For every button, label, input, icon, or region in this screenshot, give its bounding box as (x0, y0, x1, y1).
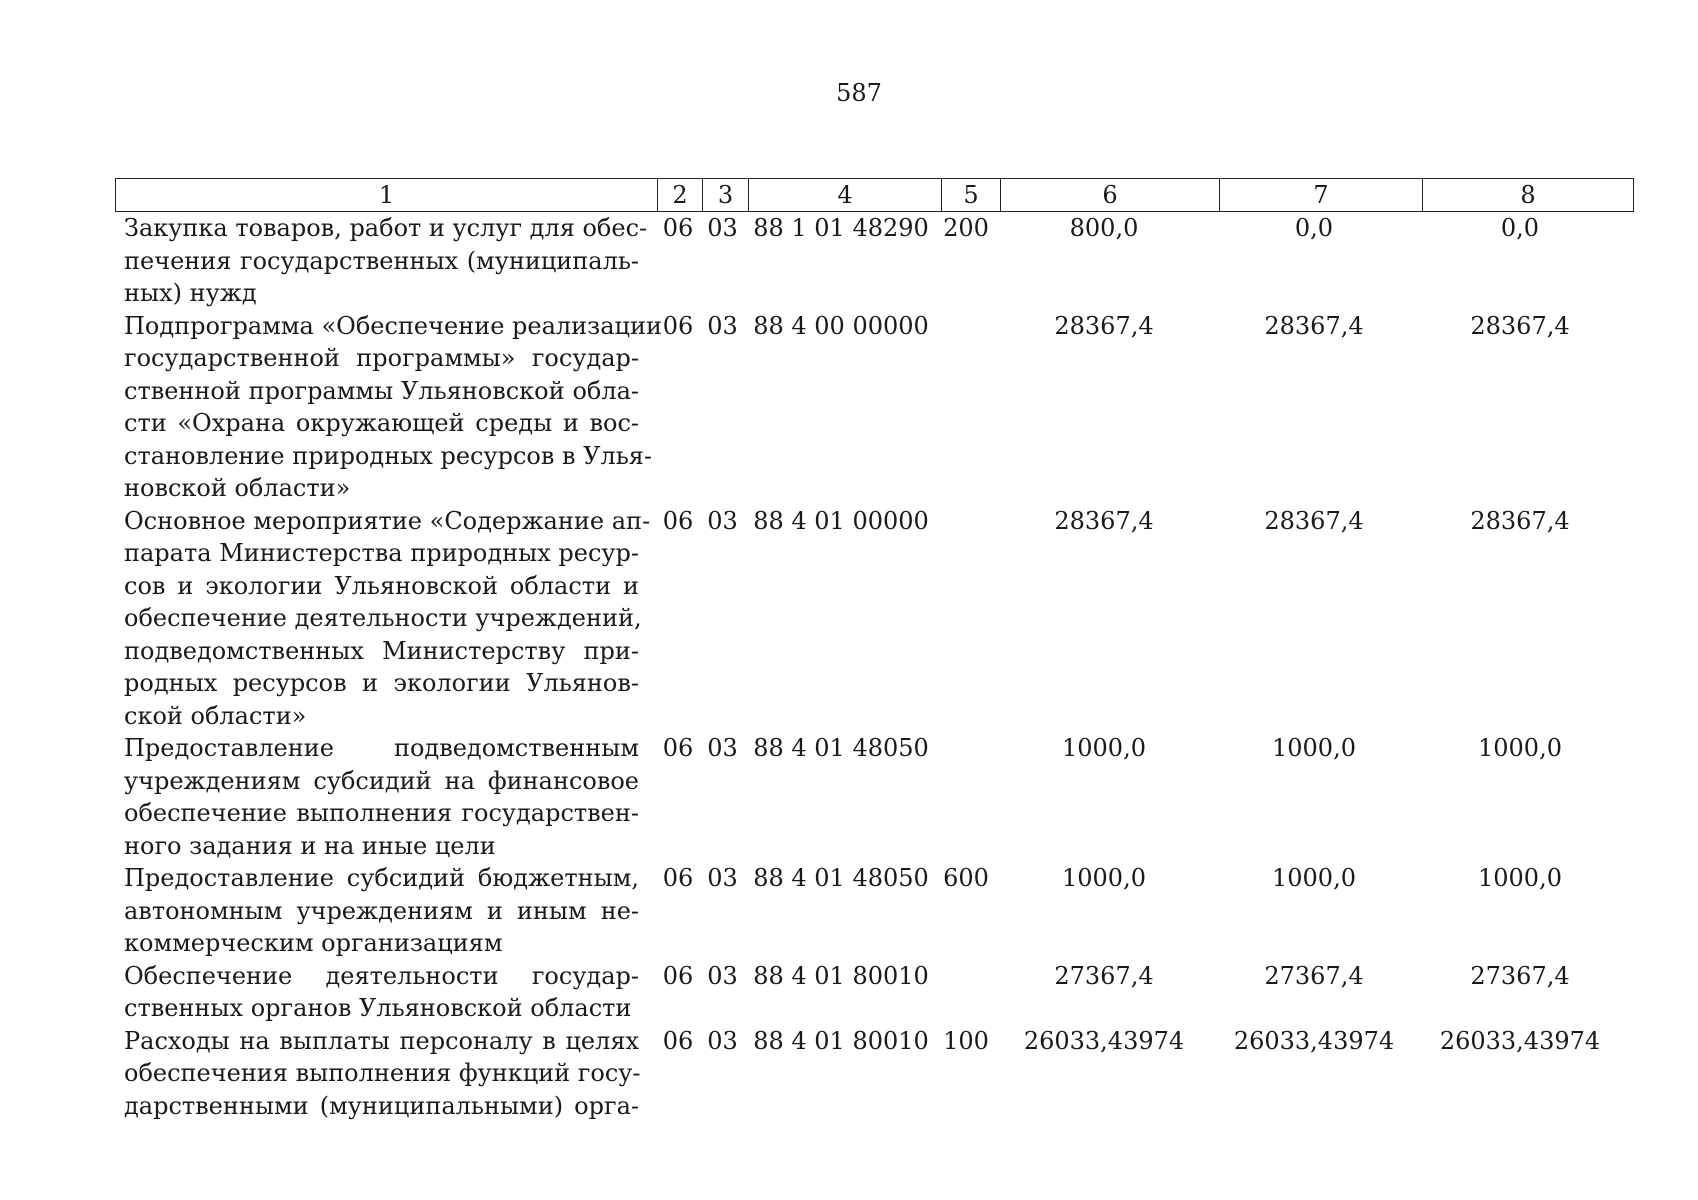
description-line: Расходы на выплаты персоналу в целях (124, 1026, 639, 1055)
table-row (115, 1025, 1615, 1123)
target-article-code: 88 4 01 80010 (753, 961, 929, 990)
section-code: 06 (662, 734, 694, 762)
column-header-3: 3 (703, 179, 749, 212)
target-article-code: 88 4 00 00000 (753, 311, 929, 340)
row-description (115, 960, 639, 1025)
subsection-code: 03 (707, 864, 738, 892)
column-header-4: 4 (749, 179, 942, 212)
description-line: ственных органов Ульяновской области (124, 994, 632, 1022)
column-header-6: 6 (1001, 179, 1220, 212)
subsection-code: 03 (707, 1026, 738, 1055)
amount-col-7: 26033,43974 (1233, 1026, 1395, 1055)
column-header-7: 7 (1220, 179, 1423, 212)
description-line: становление природных ресурсов в Улья- (124, 441, 653, 470)
amount-col-6: 28367,4 (1054, 311, 1154, 340)
description-line: печения государственных (муниципаль- (124, 246, 639, 275)
row-description (115, 212, 648, 310)
description-line: парата Министерства природных ресур- (124, 539, 640, 567)
amount-col-7: 28367,4 (1264, 506, 1364, 535)
column-header-5: 5 (942, 179, 1001, 212)
subsection-code: 03 (707, 961, 738, 990)
table-row (115, 505, 1615, 733)
section-code: 06 (662, 864, 694, 892)
description-line: родных ресурсов и экологии Ульянов- (124, 669, 639, 697)
description-line: автономным учреждениям и иным не- (124, 896, 639, 925)
amount-col-7: 0,0 (1294, 214, 1334, 242)
expense-type-code: 100 (943, 1026, 989, 1055)
description-line: сов и экологии Ульяновской области и (124, 571, 639, 600)
amount-col-8: 26033,43974 (1439, 1026, 1601, 1055)
row-description (115, 732, 639, 862)
target-article-code: 88 4 01 48050 (753, 864, 929, 892)
description-line: государственной программы» государ- (124, 344, 639, 372)
expense-type-code: 200 (943, 214, 989, 242)
subsection-code: 03 (707, 506, 738, 535)
description-line: Обеспечение деятельности государ- (124, 961, 639, 990)
row-description (115, 862, 639, 960)
amount-col-7: 27367,4 (1264, 961, 1364, 990)
column-header-row (116, 179, 1634, 212)
description-line: ской области» (124, 701, 307, 730)
row-description (115, 310, 662, 505)
amount-col-6: 26033,43974 (1023, 1026, 1185, 1055)
amount-col-6: 1000,0 (1062, 734, 1146, 762)
description-line: новской области» (124, 474, 351, 502)
table-row (115, 862, 1615, 960)
table-row (115, 310, 1615, 505)
amount-col-8: 28367,4 (1470, 311, 1570, 340)
column-header-2: 2 (658, 179, 703, 212)
amount-col-8: 1000,0 (1478, 864, 1562, 892)
subsection-code: 03 (707, 214, 738, 242)
column-header-table (115, 178, 1634, 212)
amount-col-6: 800,0 (1069, 214, 1139, 242)
target-article-code: 88 4 01 48050 (753, 734, 929, 762)
target-article-code: 88 4 01 80010 (753, 1026, 929, 1055)
description-line: подведомственных Министерству при- (124, 636, 639, 665)
amount-col-8: 28367,4 (1470, 506, 1570, 535)
description-line: обеспечение выполнения государствен- (124, 799, 639, 827)
description-line: обеспечение деятельности учреждений, (124, 604, 642, 632)
amount-col-6: 1000,0 (1062, 864, 1146, 892)
amount-col-6: 28367,4 (1054, 506, 1154, 535)
target-article-code: 88 4 01 00000 (753, 506, 929, 535)
section-code: 06 (662, 961, 694, 990)
amount-col-8: 0,0 (1500, 214, 1540, 242)
row-description (115, 1025, 639, 1123)
amount-col-8: 27367,4 (1470, 961, 1570, 990)
description-line: Подпрограмма «Обеспечение реализации (124, 311, 662, 340)
table-row (115, 732, 1615, 862)
description-line: Предоставление подведомственным (124, 734, 639, 762)
page-number: 587 (836, 79, 882, 107)
section-code: 06 (662, 1026, 694, 1055)
amount-col-7: 1000,0 (1272, 864, 1356, 892)
column-header-8: 8 (1423, 179, 1634, 212)
amount-col-6: 27367,4 (1054, 961, 1154, 990)
description-line: Предоставление субсидий бюджетным, (124, 864, 639, 892)
table-row (115, 212, 1615, 310)
amount-col-8: 1000,0 (1478, 734, 1562, 762)
row-description (115, 505, 651, 733)
description-line: ного задания и на иные цели (124, 831, 496, 860)
budget-rows (115, 212, 1615, 1122)
description-line: сти «Охрана окружающей среды и вос- (124, 409, 639, 437)
description-line: Основное мероприятие «Содержание ап- (124, 506, 651, 535)
description-line: учреждениям субсидий на финансовое (124, 766, 639, 795)
table-row (115, 960, 1615, 1025)
description-line: Закупка товаров, работ и услуг для обес- (124, 214, 648, 242)
description-line: дарственными (муниципальными) орга- (124, 1091, 639, 1120)
subsection-code: 03 (707, 734, 738, 762)
amount-col-7: 1000,0 (1272, 734, 1356, 762)
description-line: ственной программы Ульяновской обла- (124, 376, 639, 405)
description-line: ных) нужд (124, 279, 257, 307)
description-line: коммерческим организациям (124, 929, 503, 957)
section-code: 06 (662, 214, 694, 242)
expense-type-code: 600 (943, 864, 989, 892)
subsection-code: 03 (707, 311, 738, 340)
section-code: 06 (662, 506, 694, 535)
amount-col-7: 28367,4 (1264, 311, 1364, 340)
section-code: 06 (662, 311, 694, 340)
target-article-code: 88 1 01 48290 (753, 214, 929, 242)
column-header-1: 1 (116, 179, 658, 212)
description-line: обеспечения выполнения функций госу- (124, 1059, 641, 1087)
